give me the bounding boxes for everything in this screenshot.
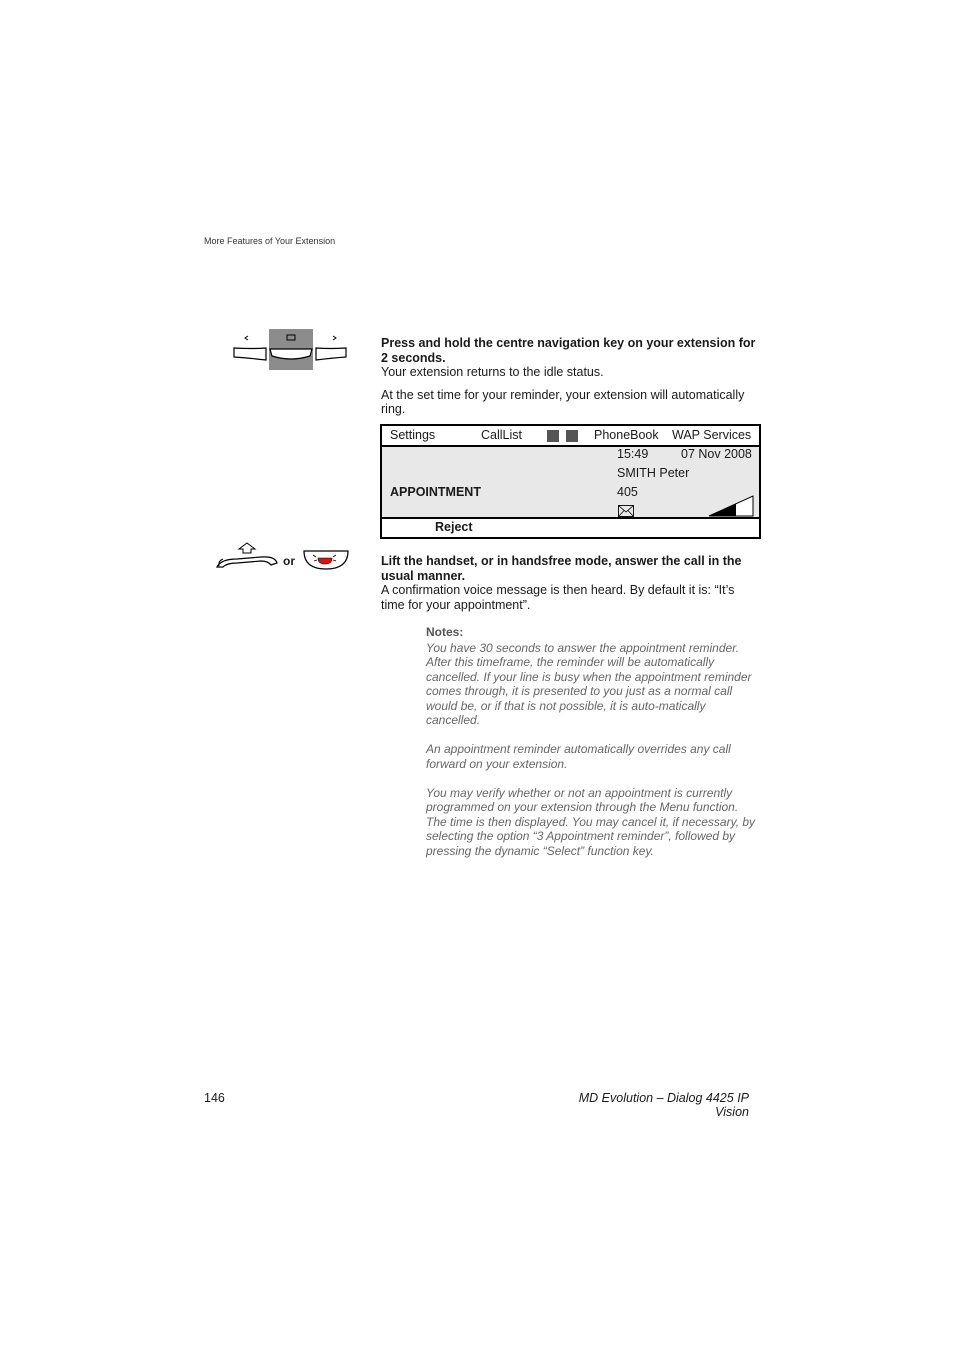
menu-phonebook: PhoneBook (594, 428, 659, 442)
display-date: 07 Nov 2008 (681, 447, 752, 461)
page-number: 146 (204, 1091, 225, 1105)
note-item: You may verify whether or not an appointment is currently programmed on your extension through the Menu function. The time is then displayed. You may cancel it, if necessary, by selecting the option “3 Appointment reminder”, followed by pressing the dynamic “Select” function key. (426, 785, 756, 858)
step-1-note: At the set time for your reminder, your extension will automatically ring. (381, 387, 745, 416)
display-menu-bar (382, 426, 759, 447)
display-label: APPOINTMENT (390, 485, 481, 499)
navigation-keys-icon (232, 329, 348, 371)
document-title: MD Evolution – Dialog 4425 IP Vision (578, 1091, 749, 1119)
section-header: More Features of Your Extension (204, 236, 336, 246)
step-2 (381, 554, 761, 612)
handsfree-key-icon (302, 549, 350, 571)
display-caller-name: SMITH Peter (617, 466, 690, 480)
menu-settings: Settings (390, 428, 436, 442)
step-2-result: A confirmation voice message is then heard. By default it is: “It’s time for your appointment”. (381, 583, 735, 612)
display-softkey-bar (382, 517, 759, 537)
note-item: You have 30 seconds to answer the appointment reminder. After this timeframe, the reminder will be automatically cancelled. If your line is busy when the appointment reminder comes through, it is presented to you just as a normal call would be, or if that is not possible, it is auto-matically cancelled. (426, 640, 752, 727)
display-number: 405 (617, 485, 638, 499)
step-2-instruction: Lift the handset, or in handsfree mode, answer the call in the usual manner. (381, 554, 742, 583)
menu-wap-services: WAP Services (672, 428, 752, 442)
menu-calllist: CallList (481, 428, 522, 442)
display-time: 15:49 (617, 447, 649, 461)
indicator-square-icon (566, 430, 578, 442)
step-1-instruction: Press and hold the centre navigation key on your extension for 2 seconds. (381, 336, 756, 365)
step-1-result: Your extension returns to the idle status. (381, 365, 604, 379)
softkey-reject[interactable]: Reject (435, 520, 473, 534)
notes-title: Notes: (426, 625, 464, 639)
phone-display (380, 424, 761, 539)
handset-lift-icon (215, 541, 279, 571)
step-1 (381, 336, 761, 417)
indicator-square-icon (547, 430, 559, 442)
note-item: An appointment reminder automatically overrides any call forward on your extension. (426, 742, 731, 771)
notes-section (426, 625, 756, 873)
or-label: or (283, 554, 295, 568)
